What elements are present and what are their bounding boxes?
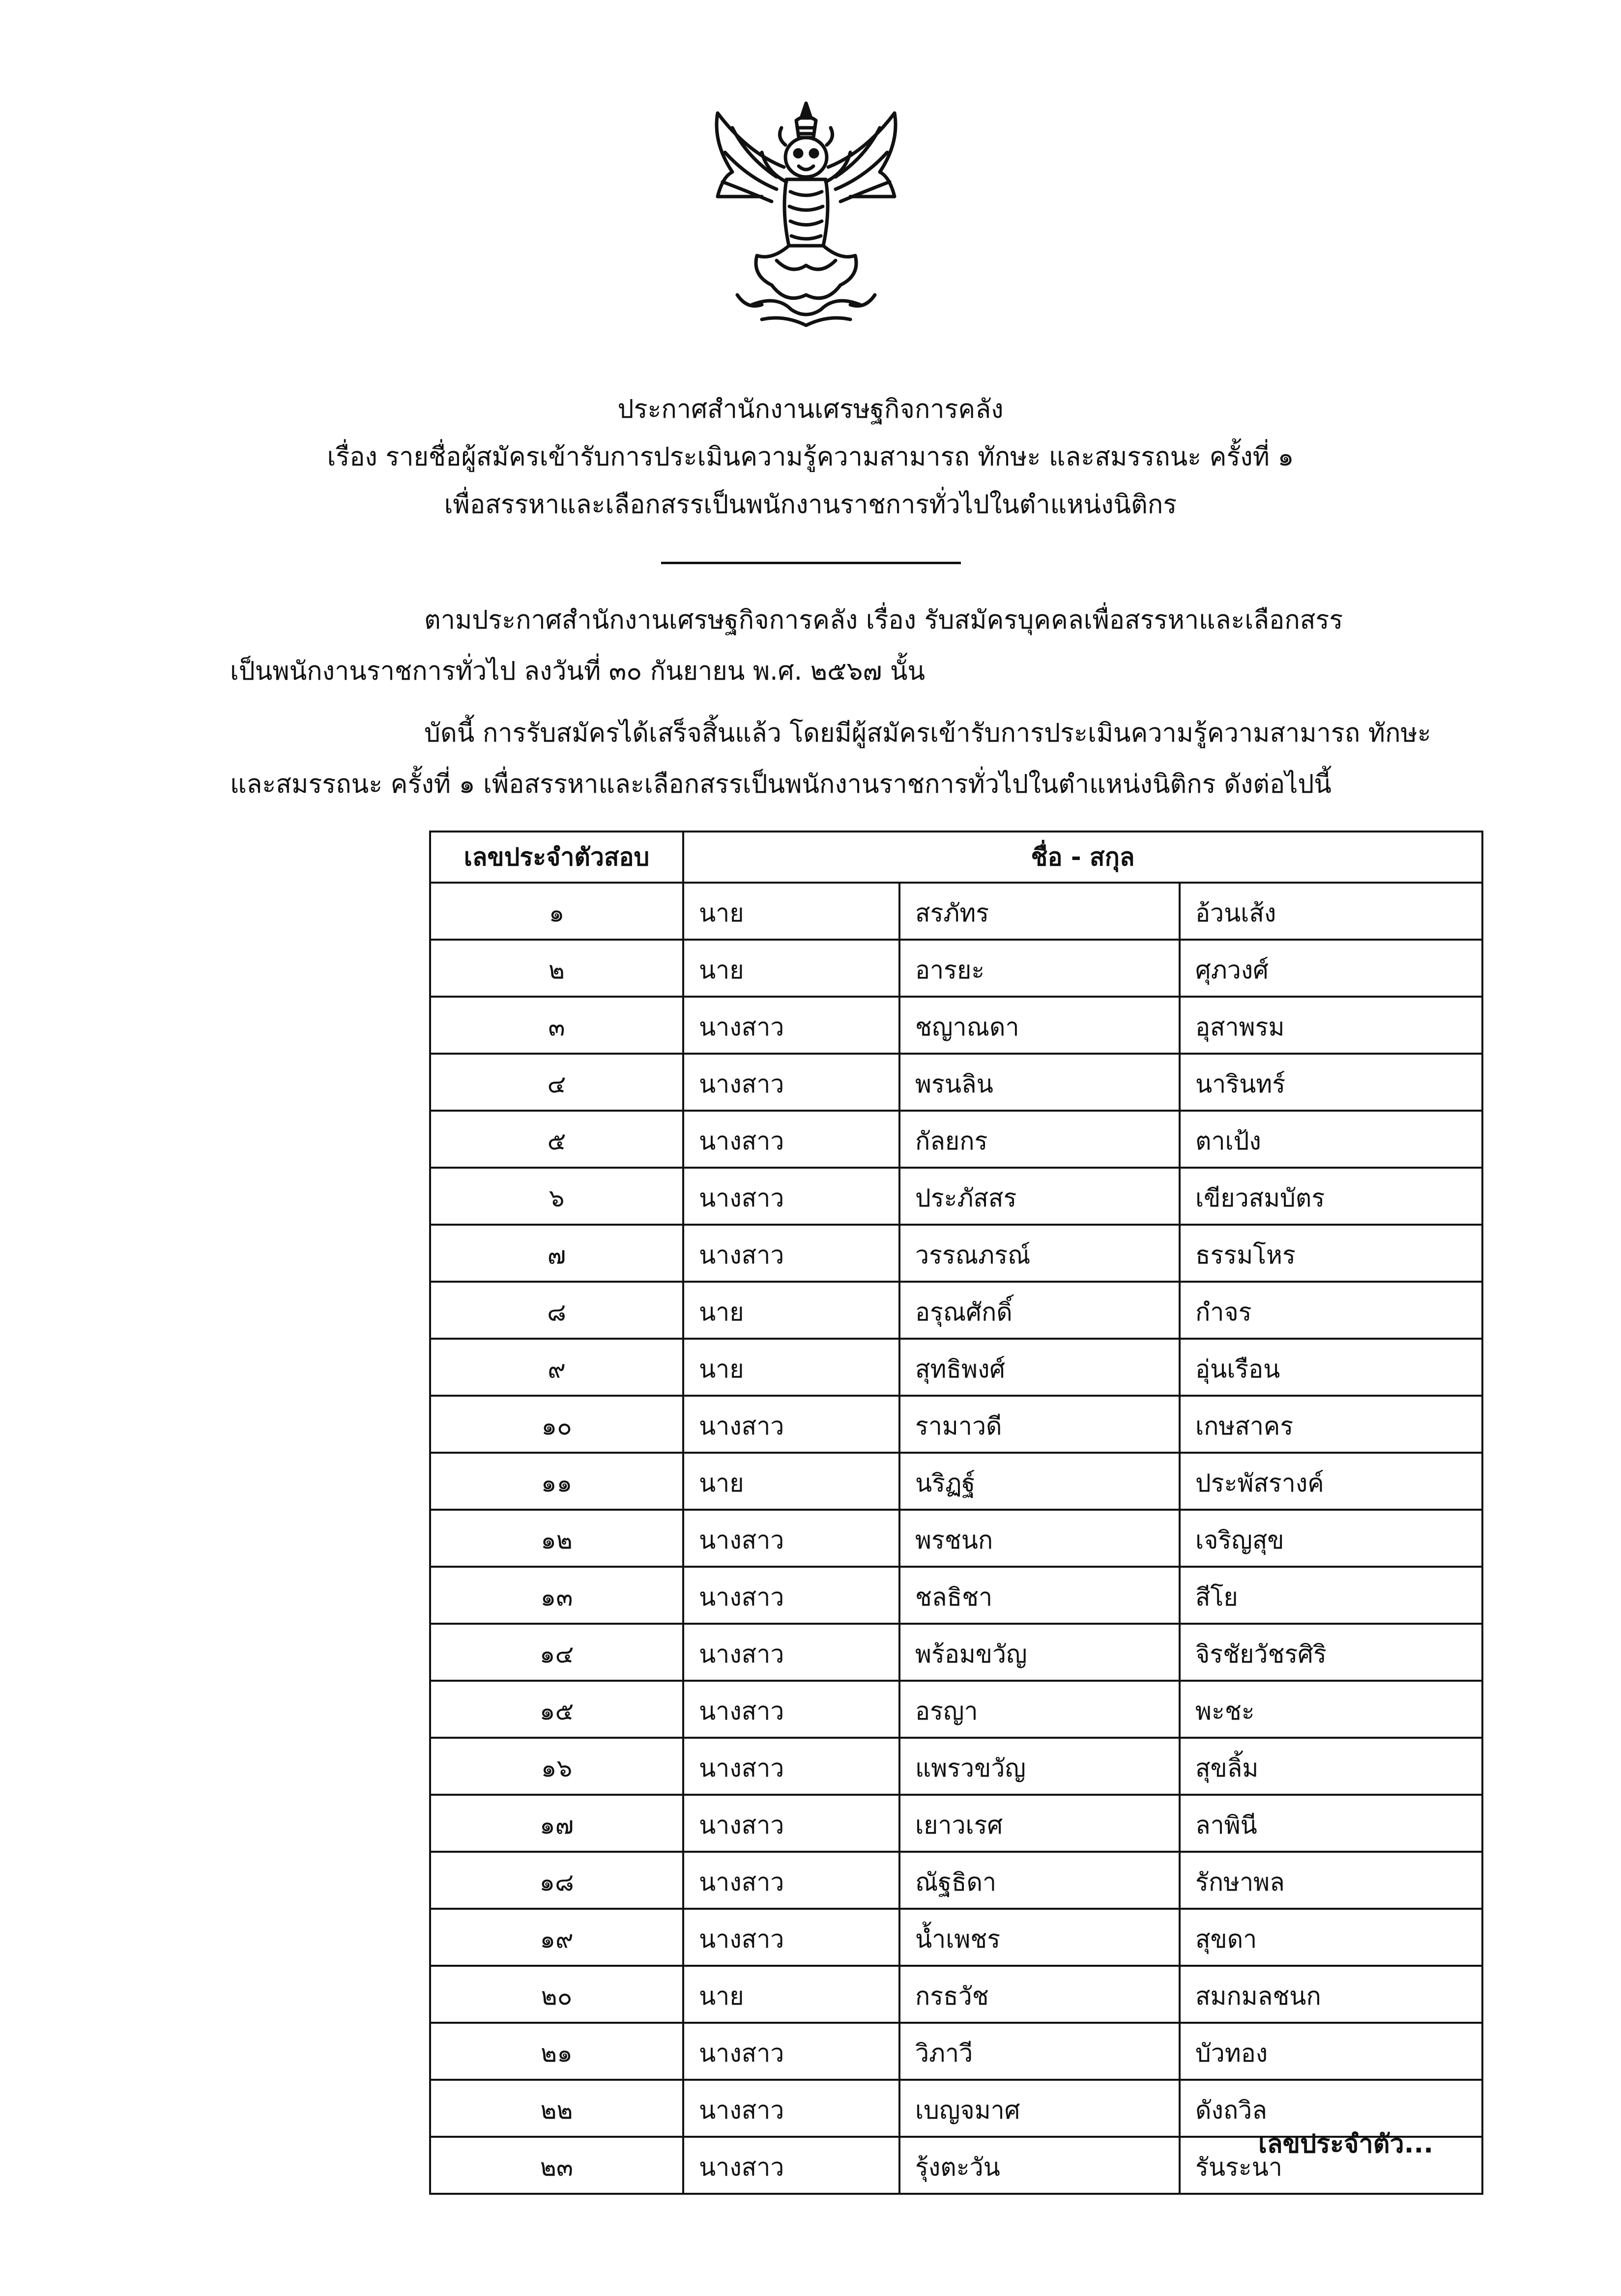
first-name-cell: ชลธิชา (899, 1567, 1180, 1624)
first-name-cell: วรรณภรณ์ (899, 1225, 1180, 1282)
table-row (430, 1852, 1482, 1909)
last-name-cell: สุขลิ้ม (1180, 1738, 1482, 1795)
first-name-cell: รุ้งตะวัน (899, 2137, 1180, 2194)
first-name-cell: ณัฐธิดา (899, 1852, 1180, 1909)
table-row (430, 997, 1482, 1054)
name-prefix-cell: นางสาว (683, 1168, 899, 1225)
first-name-cell: รามาวดี (899, 1396, 1180, 1453)
exam-id-cell: ๖ (430, 1168, 683, 1225)
table-row (430, 1624, 1482, 1681)
table-header-row (430, 832, 1482, 883)
exam-id-cell: ๒๒ (430, 2080, 683, 2137)
exam-id-cell: ๑๕ (430, 1681, 683, 1738)
continuation-note: เลขประจำตัว... (1258, 2129, 1433, 2159)
first-name-cell: นริฏฐ์ (899, 1453, 1180, 1510)
first-name-cell: เบญจมาศ (899, 2080, 1180, 2137)
first-name-cell: พรชนก (899, 1510, 1180, 1567)
header-full-name: ชื่อ - สกุล (683, 832, 1482, 883)
table-row (430, 1966, 1482, 2023)
last-name-cell: อ้วนเส้ง (1180, 883, 1482, 940)
table-row (430, 2023, 1482, 2080)
name-prefix-cell: นาย (683, 883, 899, 940)
last-name-cell: บัวทอง (1180, 2023, 1482, 2080)
last-name-cell: นารินทร์ (1180, 1054, 1482, 1111)
table-row (430, 940, 1482, 997)
exam-id-cell: ๒๓ (430, 2137, 683, 2194)
paragraph-1-line-2: เป็นพนักงานราชการทั่วไป ลงวันที่ ๓๐ กันยายน พ.ศ. ๒๕๖๗ นั้น (230, 657, 926, 686)
table-row (430, 1339, 1482, 1396)
garuda-emblem-icon (703, 98, 909, 329)
name-prefix-cell: นาย (683, 1966, 899, 2023)
table-row (430, 1795, 1482, 1852)
last-name-cell: อุสาพรม (1180, 997, 1482, 1054)
last-name-cell: ธรรมโหร (1180, 1225, 1482, 1282)
paragraph-1-line-1: ตามประกาศสำนักงานเศรษฐกิจการคลัง เรื่อง รับสมัครบุคคลเพื่อสรรหาและเลือกสรร (424, 605, 1343, 635)
exam-id-cell: ๑๖ (430, 1738, 683, 1795)
title-divider (661, 562, 961, 564)
table-row (430, 1909, 1482, 1966)
paragraph-2-line-1: บัดนี้ การรับสมัครได้เสร็จสิ้นแล้ว โดยมีผู้สมัครเข้ารับการประเมินความรู้ความสามารถ ทักษะ (424, 718, 1431, 748)
last-name-cell: เกษสาคร (1180, 1396, 1482, 1453)
paragraph-1 (230, 595, 1481, 697)
table-row (430, 1054, 1482, 1111)
first-name-cell: กัลยกร (899, 1111, 1180, 1168)
name-prefix-cell: นางสาว (683, 997, 899, 1054)
table-row (430, 1567, 1482, 1624)
table-row (430, 1225, 1482, 1282)
last-name-cell: ลาพินี (1180, 1795, 1482, 1852)
exam-id-cell: ๑๔ (430, 1624, 683, 1681)
first-name-cell: แพรวขวัญ (899, 1738, 1180, 1795)
name-prefix-cell: นางสาว (683, 1795, 899, 1852)
first-name-cell: กรธวัช (899, 1966, 1180, 2023)
exam-id-cell: ๙ (430, 1339, 683, 1396)
exam-id-cell: ๑๗ (430, 1795, 683, 1852)
first-name-cell: อรุณศักดิ์ (899, 1282, 1180, 1339)
exam-id-cell: ๑๙ (430, 1909, 683, 1966)
exam-id-cell: ๔ (430, 1054, 683, 1111)
name-prefix-cell: นางสาว (683, 1510, 899, 1567)
exam-id-cell: ๒ (430, 940, 683, 997)
name-prefix-cell: นางสาว (683, 1396, 899, 1453)
name-prefix-cell: นาย (683, 1453, 899, 1510)
last-name-cell: พะชะ (1180, 1681, 1482, 1738)
name-prefix-cell: นางสาว (683, 1111, 899, 1168)
exam-id-cell: ๒๑ (430, 2023, 683, 2080)
exam-id-cell: ๑๐ (430, 1396, 683, 1453)
last-name-cell: ตาเป้ง (1180, 1111, 1482, 1168)
last-name-cell: เขียวสมบัตร (1180, 1168, 1482, 1225)
paragraph-2 (230, 708, 1481, 810)
last-name-cell: จิรชัยวัชรศิริ (1180, 1624, 1482, 1681)
table-row (430, 1282, 1482, 1339)
last-name-cell: สีโย (1180, 1567, 1482, 1624)
name-prefix-cell: นาย (683, 1282, 899, 1339)
name-prefix-cell: นางสาว (683, 2080, 899, 2137)
name-prefix-cell: นางสาว (683, 1624, 899, 1681)
header-exam-id: เลขประจำตัวสอบ (430, 832, 683, 883)
table-row (430, 1453, 1482, 1510)
title-line-3: เพื่อสรรหาและเลือกสรรเป็นพนักงานราชการทั่วไปในตำแหน่งนิติกร (444, 490, 1177, 519)
last-name-cell: กำจร (1180, 1282, 1482, 1339)
table-row (430, 1738, 1482, 1795)
table-row (430, 1510, 1482, 1567)
first-name-cell: เยาวเรศ (899, 1795, 1180, 1852)
first-name-cell: ชญาณดา (899, 997, 1180, 1054)
first-name-cell: ประภัสสร (899, 1168, 1180, 1225)
exam-id-cell: ๕ (430, 1111, 683, 1168)
first-name-cell: วิภาวี (899, 2023, 1180, 2080)
exam-id-cell: ๑ (430, 883, 683, 940)
exam-id-cell: ๑๑ (430, 1453, 683, 1510)
last-name-cell: สุขดา (1180, 1909, 1482, 1966)
table-row (430, 1396, 1482, 1453)
last-name-cell: ดังถวิล (1180, 2080, 1482, 2137)
last-name-cell: อุ่นเรือน (1180, 1339, 1482, 1396)
title-line-2: เรื่อง รายชื่อผู้สมัครเข้ารับการประเมินความรู้ความสามารถ ทักษะ และสมรรถนะ ครั้งที่ ๑ (327, 442, 1294, 472)
name-prefix-cell: นางสาว (683, 2023, 899, 2080)
title-line-1: ประกาศสำนักงานเศรษฐกิจการคลัง (617, 395, 1004, 424)
name-prefix-cell: นางสาว (683, 2137, 899, 2194)
last-name-cell: เจริญสุข (1180, 1510, 1482, 1567)
name-prefix-cell: นาย (683, 940, 899, 997)
announcement-title (0, 386, 1621, 529)
name-prefix-cell: นางสาว (683, 1225, 899, 1282)
exam-id-cell: ๘ (430, 1282, 683, 1339)
first-name-cell: พร้อมขวัญ (899, 1624, 1180, 1681)
applicant-table (429, 831, 1483, 2195)
table-row (430, 1168, 1482, 1225)
last-name-cell: สมกมลชนก (1180, 1966, 1482, 2023)
name-prefix-cell: นางสาว (683, 1054, 899, 1111)
paragraph-2-line-2: และสมรรถนะ ครั้งที่ ๑ เพื่อสรรหาและเลือกสรรเป็นพนักงานราชการทั่วไปในตำแหน่งนิติกร ดังต่อไปนี้ (230, 770, 1332, 799)
first-name-cell: อรญา (899, 1681, 1180, 1738)
first-name-cell: สรภัทร (899, 883, 1180, 940)
name-prefix-cell: นางสาว (683, 1567, 899, 1624)
name-prefix-cell: นางสาว (683, 1681, 899, 1738)
table-row (430, 1111, 1482, 1168)
exam-id-cell: ๗ (430, 1225, 683, 1282)
exam-id-cell: ๒๐ (430, 1966, 683, 2023)
exam-id-cell: ๓ (430, 997, 683, 1054)
last-name-cell: ประพัสรางค์ (1180, 1453, 1482, 1510)
first-name-cell: อารยะ (899, 940, 1180, 997)
first-name-cell: น้ำเพชร (899, 1909, 1180, 1966)
name-prefix-cell: นางสาว (683, 1738, 899, 1795)
last-name-cell: รันระนา (1180, 2137, 1482, 2194)
table-row (430, 883, 1482, 940)
first-name-cell: พรนลิน (899, 1054, 1180, 1111)
exam-id-cell: ๑๓ (430, 1567, 683, 1624)
exam-id-cell: ๑๘ (430, 1852, 683, 1909)
name-prefix-cell: นางสาว (683, 1852, 899, 1909)
table-row (430, 1681, 1482, 1738)
first-name-cell: สุทธิพงศ์ (899, 1339, 1180, 1396)
last-name-cell: รักษาพล (1180, 1852, 1482, 1909)
name-prefix-cell: นางสาว (683, 1909, 899, 1966)
exam-id-cell: ๑๒ (430, 1510, 683, 1567)
last-name-cell: ศุภวงศ์ (1180, 940, 1482, 997)
name-prefix-cell: นาย (683, 1339, 899, 1396)
